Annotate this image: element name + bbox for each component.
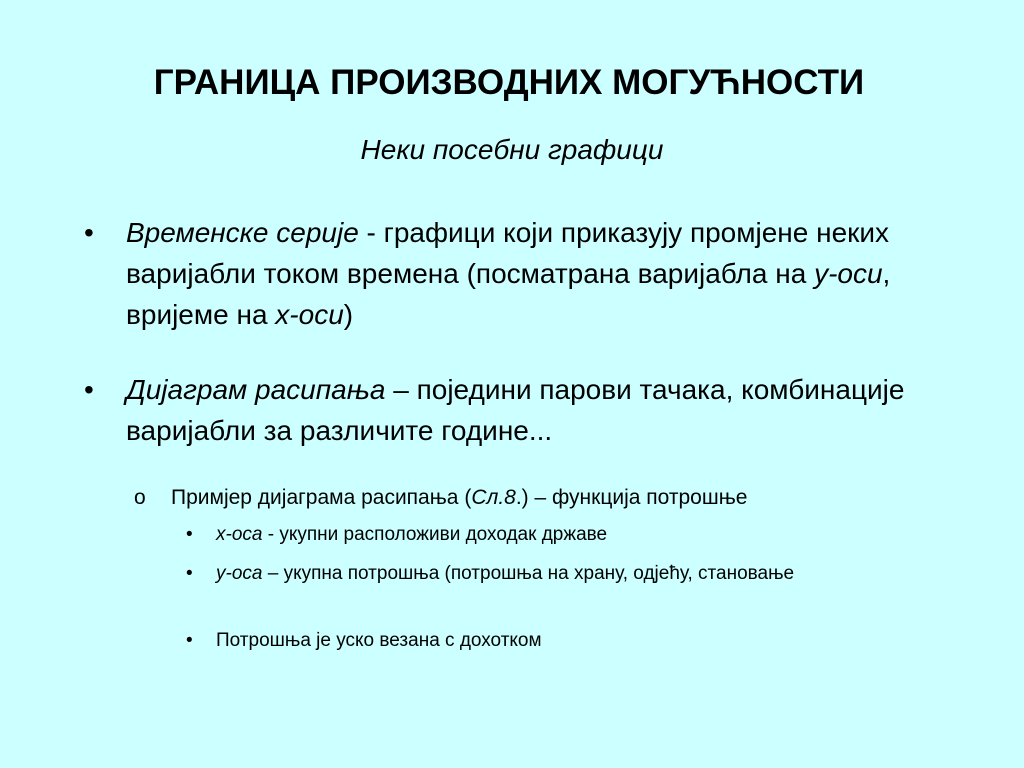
term-x-axis: x-оси [275,299,344,330]
sub-bullet-text [171,482,994,514]
bullet-text-part: , вријеме на [126,258,891,330]
term-scatter-diagram: Дијаграм расипања [126,374,386,405]
bullet-dot-icon: • [84,374,94,405]
circle-bullet-icon: o [134,486,146,509]
term-x-axis: x-оса [216,524,263,545]
sub-sub-bullet-text [216,626,906,655]
bullet-dot-icon: • [186,630,193,651]
sub-sub-bullet-x-axis [186,520,906,549]
sub-sub-bullet-y-axis [186,559,906,588]
bullet-text-part: - графици који приказују промјене неких варијабли током времена (посматрана варијабла на [126,217,890,289]
sub-sub-bullet-text [216,559,906,588]
figure-reference: Сл.8 [471,486,516,509]
slide-title: ГРАНИЦА ПРОИЗВОДНИХ МОГУЋНОСТИ [153,63,865,102]
term-time-series: Временске серије [126,217,359,248]
bullet-dot-icon: • [186,524,193,545]
sub-sub-bullet-text [216,520,906,549]
sub-sub-bullet-text-part: Потрошња је уско везана с дохотком [216,630,542,651]
bullet-text [126,369,984,451]
sub-sub-bullet-consumption [186,626,906,655]
sub-bullet-text-part: .) – функција потрошње [515,486,748,509]
term-y-axis: y-оса [216,563,263,584]
bullet-text [126,212,984,335]
slide-subtitle: Неки посебни графици [360,134,664,165]
sub-bullet-text-part: Примјер дијаграма расипања ( [171,486,472,509]
sub-bullet-example [134,482,994,514]
bullet-time-series [84,212,984,335]
bullet-scatter-diagram [84,369,984,451]
term-y-axis: y-оси [814,258,883,289]
sub-sub-bullet-text-part: - укупни расположиви доходак државе [262,524,608,545]
sub-sub-bullet-text-part: – укупна потрошња (потрошња на храну, одјећу, становање [262,563,795,584]
bullet-dot-icon: • [186,563,193,584]
bullet-text-part: – поједини парови тачака, комбинације варијабли за различите године... [126,374,905,446]
bullet-dot-icon: • [84,217,94,248]
bullet-text-part: ) [343,299,354,330]
